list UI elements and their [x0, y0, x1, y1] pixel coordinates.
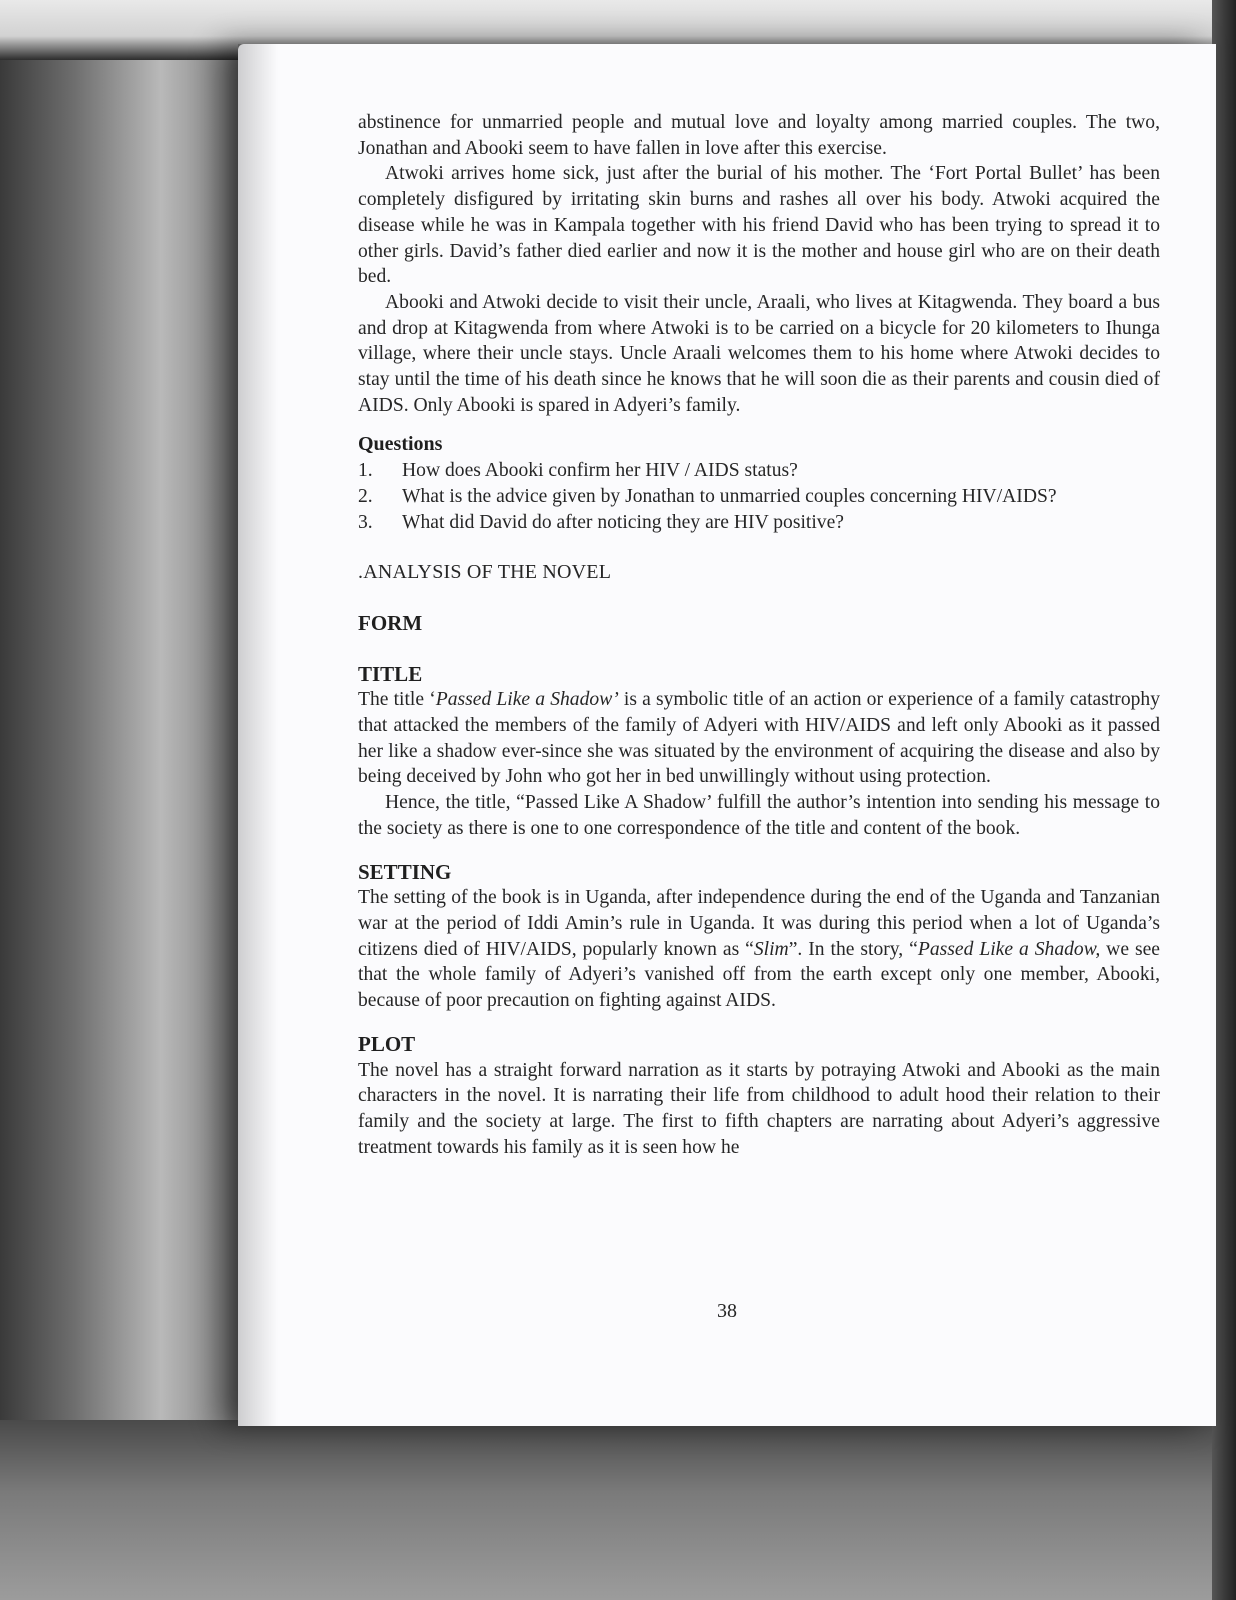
- question-item: [358, 510, 1160, 536]
- question-number: 2.: [358, 485, 373, 507]
- setting-paragraph: [358, 885, 1160, 1014]
- title-paragraph-2: Hence, the title, “Passed Like A Shadow’ fulfill the author’s intention into sending his message to the society as there is one to one correspondence of the title and content of the book.: [358, 792, 1160, 839]
- setting-text-middle: ”. In the story, “: [788, 938, 918, 960]
- setting-heading: SETTING: [358, 859, 452, 884]
- title-text-italic: Passed Like a Shadow’: [435, 689, 619, 711]
- questions-list: [358, 458, 1160, 535]
- plot-paragraph: The novel has a straight forward narration as it starts by potraying Atwoki and Abooki as the main characters in the novel. It is narrating their life from childhood to adult hood their relation to their family and the society at large. The first to fifth chapters are narrating about Adyeri’s aggressive treatment towards his family as it is seen how he: [358, 1059, 1160, 1158]
- setting-text-italic-2: Passed Like a Shadow,: [917, 938, 1101, 960]
- question-number: 1.: [358, 460, 373, 482]
- setting-text-rest: we see that the whole family of Adyeri’s vanished off from the earth except only one member, Abooki, because of poor precaution on fighting against AIDS.: [358, 938, 1160, 1012]
- question-text: How does Abooki confirm her HIV / AIDS status?: [402, 460, 798, 482]
- setting-text-lead: The setting of the book is in Uganda, after independence during the end of the Uganda and Tanzanian war at the period of Iddi Amin’s rule in Uganda. It was during this period when a lot of Uganda’s citizens died of HIV/AIDS, popularly known as “: [358, 887, 1160, 960]
- scan-background-bottom: [0, 1420, 1236, 1600]
- title-text-rest: is a symbolic title of an action or experience of a family catastrophy that attacked the members of the family of Adyeri with HIV/AIDS and left only Abooki as it passed her like a shadow ever-since she was situated by the environment of acquiring the disease and also by being deceived by John who got her in bed unwillingly without using protection.: [358, 689, 1161, 788]
- book-page: [238, 44, 1216, 1426]
- intro-paragraph-3: Abooki and Atwoki decide to visit their uncle, Araali, who lives at Kitagwenda. They board a bus and drop at Kitagwenda from where Atwoki is to be carried on a bicycle for 20 kilometers to Ihunga village, where their uncle stays. Uncle Araali welcomes them to his home where Atwoki decides to stay until the time of his death since he knows that he will soon die as their parents and cousin died of AIDS. Only Abooki is spared in Adyeri’s family.: [358, 291, 1160, 416]
- title-paragraph-1: [358, 687, 1160, 790]
- intro-paragraph-2: Atwoki arrives home sick, just after the burial of his mother. The ‘Fort Portal Bullet’ has been completely disfigured by irritating skin burns and rashes all over his body. Atwoki acquired the disease while he was in Kampala together with his friend David who has been trying to spread it to other girls. David’s father died earlier and now it is the mother and house girl who are on their death bed.: [358, 163, 1160, 288]
- setting-text-italic-1: Slim: [753, 938, 789, 960]
- title-text-lead: The title ‘: [358, 689, 436, 711]
- question-text: What did David do after noticing they are HIV positive?: [402, 511, 844, 533]
- plot-heading: PLOT: [358, 1031, 416, 1056]
- question-item: [358, 484, 1160, 510]
- question-text: What is the advice given by Jonathan to unmarried couples concerning HIV/AIDS?: [402, 485, 1057, 507]
- question-item: [358, 458, 1160, 484]
- title-heading: TITLE: [358, 661, 423, 686]
- page-number: 38: [717, 1300, 737, 1322]
- analysis-heading: .ANALYSIS OF THE NOVEL: [358, 561, 612, 584]
- form-heading: FORM: [358, 610, 423, 635]
- intro-paragraph-1: abstinence for unmarried people and mutual love and loyalty among married couples. The two, Jonathan and Abooki seem to have fallen in love after this exercise.: [358, 112, 1160, 159]
- question-number: 3.: [358, 511, 373, 533]
- questions-heading: Questions: [358, 433, 443, 456]
- page-text: [358, 110, 1160, 1160]
